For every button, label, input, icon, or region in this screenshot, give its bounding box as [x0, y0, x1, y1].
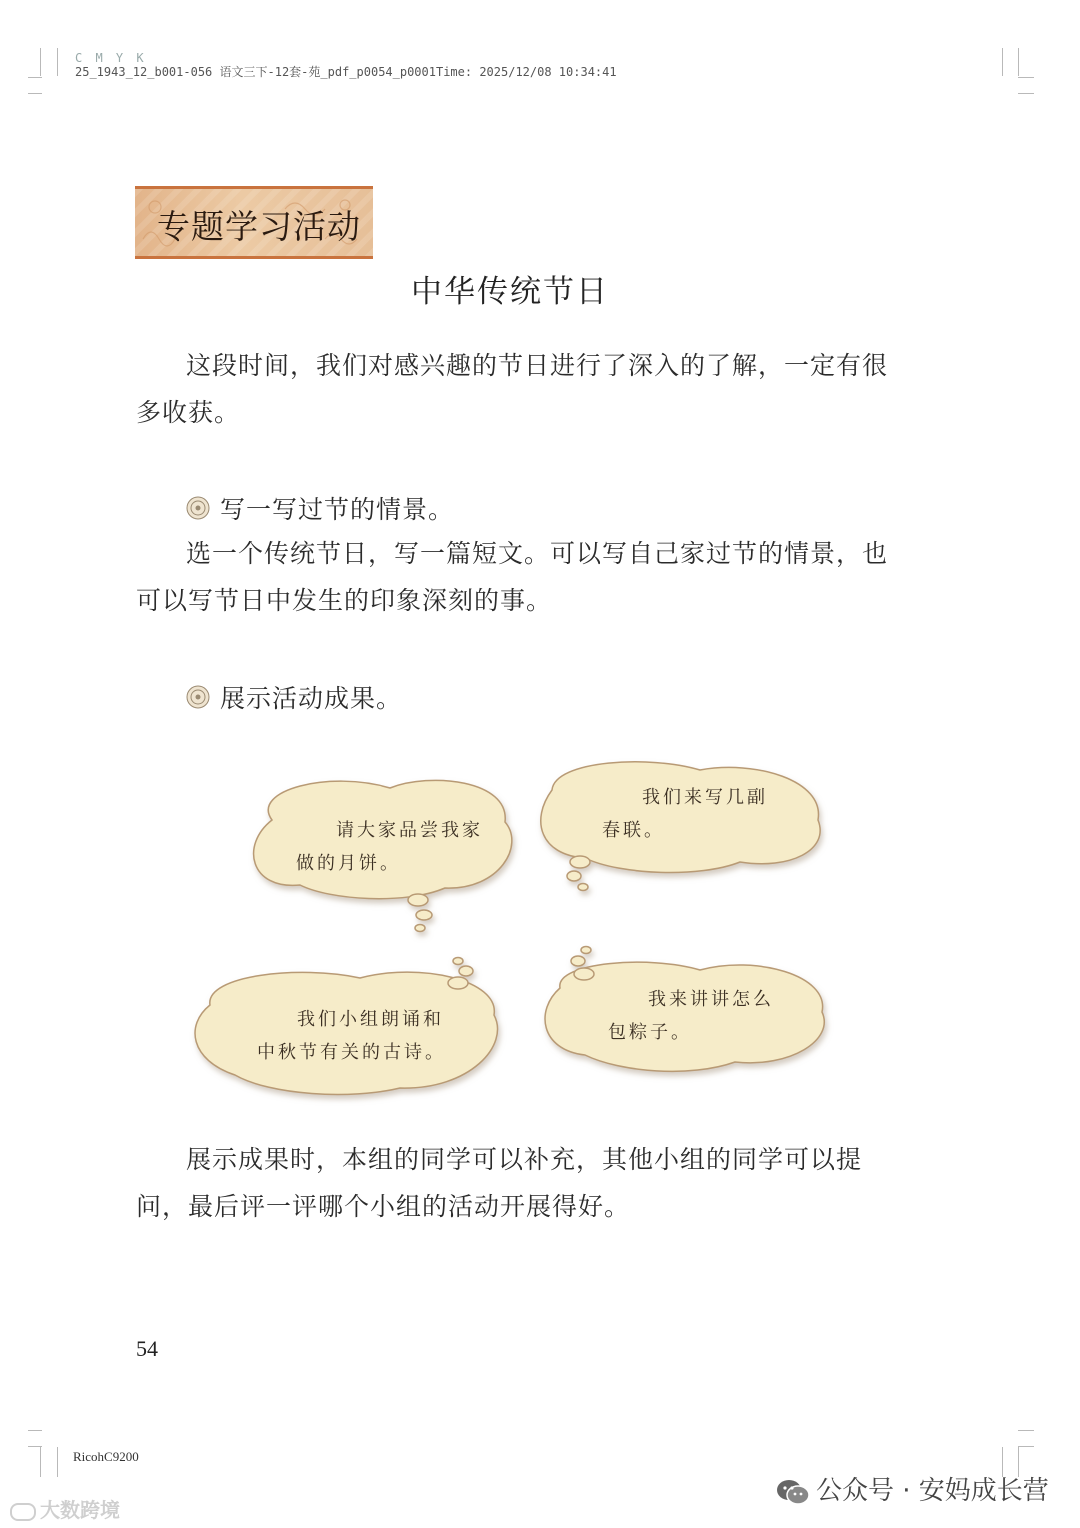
crop-mark: [57, 1447, 58, 1477]
flower-bullet-icon: [186, 496, 210, 520]
wechat-icon: [776, 1478, 810, 1506]
flower-bullet-icon: [186, 685, 210, 709]
item-heading: 展示活动成果。: [220, 684, 403, 713]
crop-mark: [1018, 93, 1034, 94]
crop-mark: [1018, 1430, 1034, 1431]
item-heading: 写一写过节的情景。: [220, 495, 455, 524]
closing-paragraph: 展示成果时，本组的同学可以补充，其他小组的同学可以提问，最后评一评哪个小组的活动开展得好。: [136, 1145, 863, 1221]
bubble-text-line: 我们小组朗诵和: [297, 1009, 444, 1030]
crop-mark: [28, 1446, 42, 1447]
crop-mark: [1018, 77, 1034, 78]
crop-mark: [28, 1430, 42, 1431]
print-header: [75, 51, 617, 79]
bubble-text-line: 我们来写几副: [642, 787, 768, 808]
watermark-logo-icon: [10, 1503, 36, 1521]
crop-mark: [28, 77, 42, 78]
crop-mark: [40, 48, 41, 76]
page-number: 54: [136, 1336, 158, 1361]
bubble-text-line: 包粽子。: [608, 1022, 692, 1043]
crop-mark: [57, 48, 58, 76]
crop-mark: [40, 1447, 41, 1477]
watermark-left: [10, 1494, 120, 1523]
page-title: 中华传统节日: [411, 274, 609, 310]
item-body: 选一个传统节日，写一篇短文。可以写自己家过节的情景，也可以写节日中发生的印象深刻的事。: [136, 539, 889, 615]
bubble-text-line: 做的月饼。: [296, 853, 401, 874]
bubble-text-line: 我来讲讲怎么: [648, 989, 774, 1010]
crop-mark: [1018, 1446, 1034, 1447]
bubble-text-line: 中秋节有关的古诗。: [257, 1042, 446, 1063]
crop-mark: [1002, 48, 1003, 76]
section-banner: [135, 186, 373, 259]
watermark-left-text: 大数跨境: [40, 1498, 120, 1522]
print-info: 25_1943_12_b001-056 语文三下-12套-苑_pdf_p0054_p0001Time: 2025/12/08 10:34:41: [75, 65, 617, 79]
watermark-right-text: 公众号 · 安妈成长营: [816, 1476, 1049, 1506]
banner-label: 专题学习活动: [157, 207, 361, 246]
crop-mark: [1018, 48, 1019, 76]
intro-paragraph: 这段时间，我们对感兴趣的节日进行了深入的了解，一定有很多收获。: [136, 351, 889, 427]
cmyk-marks: C M Y K: [75, 51, 147, 65]
bubble-text-line: 春联。: [602, 820, 665, 841]
bubble-text-line: 请大家品尝我家: [336, 820, 483, 841]
printer-name: RicohC9200: [73, 1449, 139, 1464]
crop-mark: [28, 93, 42, 94]
watermark-right: [776, 1470, 1049, 1507]
